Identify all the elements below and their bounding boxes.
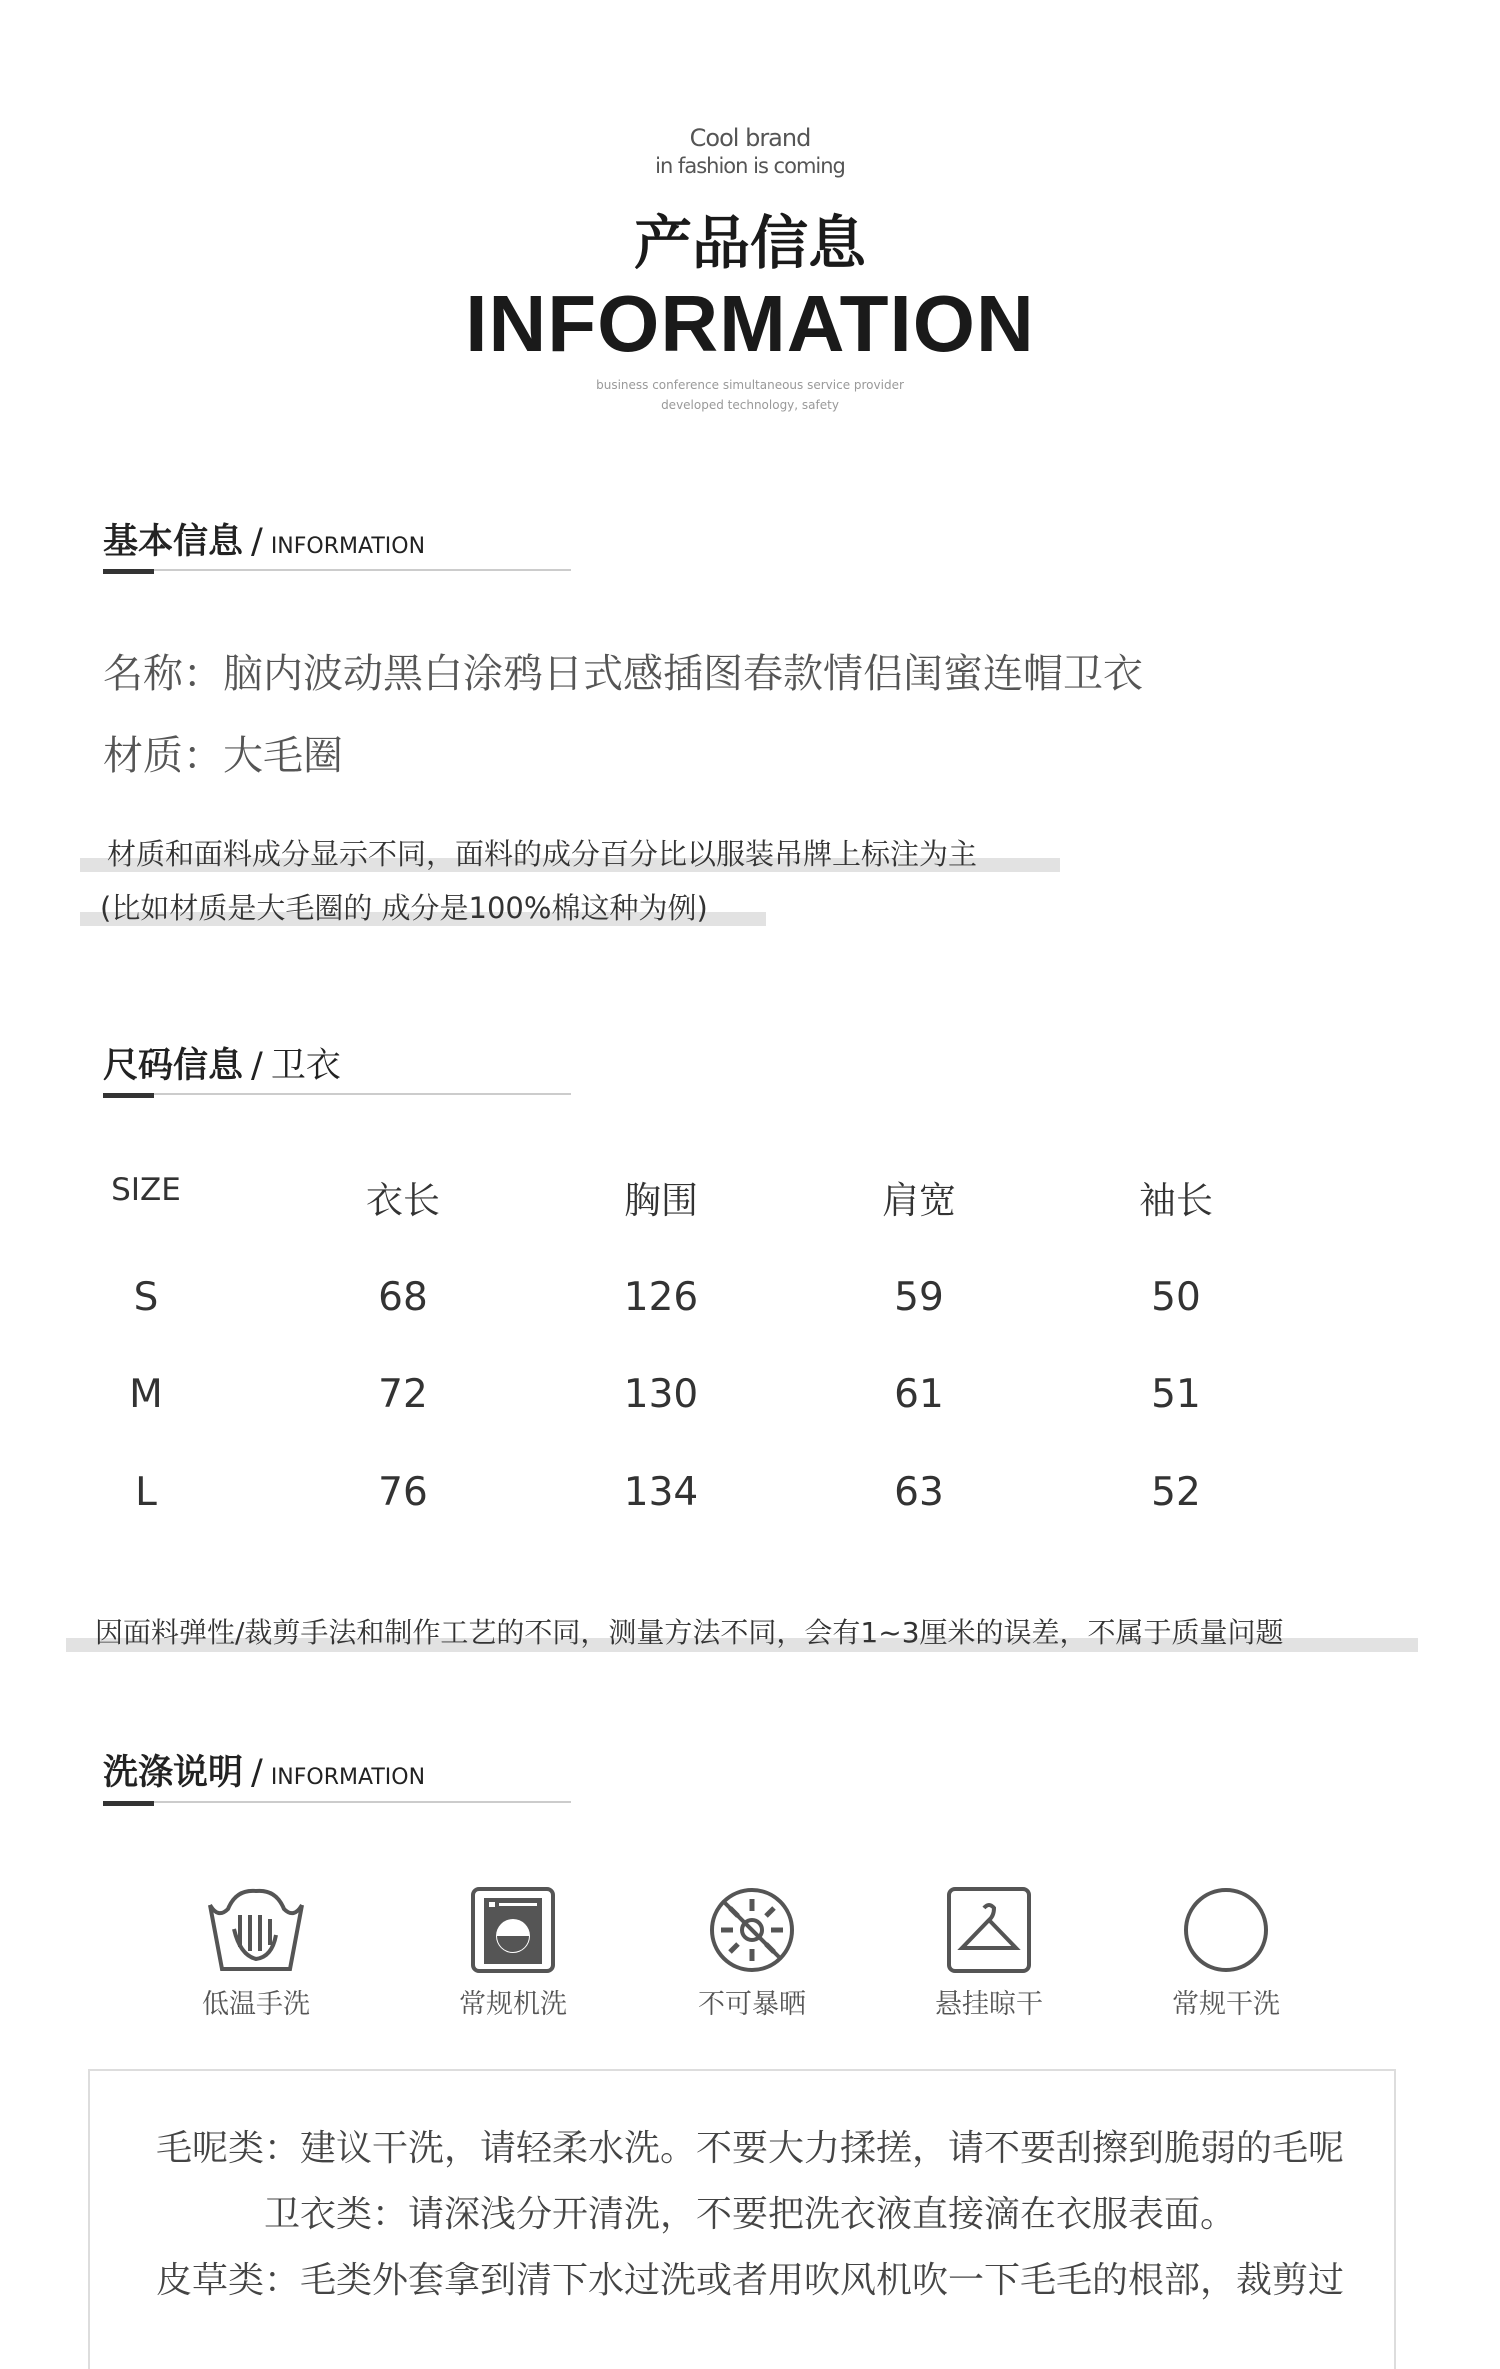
no-sun-icon — [702, 1880, 802, 1980]
table-cell: 61 — [894, 1372, 944, 1417]
table-cell: S — [133, 1275, 159, 1320]
heading-slash: / — [251, 1046, 263, 1086]
heading-sub: 卫衣 — [270, 1046, 341, 1086]
col-header: 肩宽 — [882, 1179, 956, 1222]
divider-accent — [103, 569, 154, 574]
hanger-icon — [939, 1880, 1039, 1980]
subtitle-line-1: business conference simultaneous service provider — [596, 378, 904, 392]
product-name: 名称：脑内波动黑白涂鸦日式感插图春款情侣闺蜜连帽卫衣 — [103, 651, 1143, 697]
wash-line: 皮草类：毛类外套拿到清下水过洗或者用吹风机吹一下毛毛的根部，裁剪过 — [155, 2260, 1344, 2301]
heading-text: 洗涤说明 — [103, 1753, 244, 1793]
col-header: 衣长 — [366, 1179, 440, 1222]
divider-accent — [103, 1801, 154, 1806]
table-cell: 68 — [378, 1275, 428, 1320]
table-cell: 76 — [378, 1470, 428, 1515]
table-cell: 126 — [623, 1275, 699, 1320]
hand-wash-icon — [206, 1880, 306, 1980]
dry-clean-icon — [1176, 1880, 1276, 1980]
table-cell: 134 — [623, 1470, 699, 1515]
table-cell: M — [129, 1372, 163, 1417]
divider-accent — [103, 1093, 154, 1098]
material-note-1: 材质和面料成分显示不同，面料的成分百分比以服装吊牌上标注为主 — [107, 837, 978, 871]
washing-machine-icon — [463, 1880, 563, 1980]
wash-label: 低温手洗 — [202, 1989, 310, 2020]
table-cell: 72 — [378, 1372, 428, 1417]
wash-label: 常规干洗 — [1172, 1989, 1280, 2020]
heading-slash: / — [251, 1753, 263, 1793]
section-heading-size — [103, 1038, 341, 1088]
wash-line: 卫衣类：请深浅分开清洗，不要把洗衣液直接滴在衣服表面。 — [263, 2194, 1236, 2235]
table-cell: 50 — [1151, 1275, 1201, 1320]
product-material: 材质：大毛圈 — [103, 733, 343, 779]
section-heading-wash — [103, 1745, 425, 1795]
divider — [103, 1093, 571, 1095]
col-header: 胸围 — [624, 1179, 698, 1222]
table-cell: 63 — [894, 1470, 944, 1515]
section-heading-basic — [103, 514, 425, 564]
table-cell: 130 — [623, 1372, 699, 1417]
page-title-en: INFORMATION — [465, 279, 1035, 368]
subtitle-line-2: developed technology, safety — [661, 398, 839, 412]
table-cell: L — [135, 1470, 157, 1515]
size-note: 因面料弹性/裁剪手法和制作工艺的不同，测量方法不同，会有1~3厘米的误差，不属于质量问题 — [95, 1616, 1284, 1649]
heading-en: INFORMATION — [270, 1765, 426, 1790]
wash-label: 常规机洗 — [459, 1989, 567, 2020]
heading-slash: / — [251, 522, 263, 562]
brand-line-1: Cool brand — [689, 124, 811, 152]
page-title-cn: 产品信息 — [633, 209, 866, 277]
table-cell: 59 — [894, 1275, 944, 1320]
wash-label: 不可暴晒 — [698, 1989, 806, 2020]
wash-line: 毛呢类：建议干洗，请轻柔水洗。不要大力揉搓，请不要刮擦到脆弱的毛呢 — [155, 2128, 1344, 2169]
brand-line-2: in fashion is coming — [655, 154, 845, 178]
heading-text: 尺码信息 — [103, 1046, 244, 1086]
divider — [103, 1801, 571, 1803]
divider — [103, 569, 571, 571]
table-cell: 52 — [1151, 1470, 1201, 1515]
heading-en: INFORMATION — [270, 534, 426, 559]
col-header: 袖长 — [1139, 1179, 1213, 1222]
table-cell: 51 — [1151, 1372, 1201, 1417]
heading-text: 基本信息 — [103, 522, 244, 562]
col-header: SIZE — [111, 1172, 181, 1208]
wash-label: 悬挂晾干 — [935, 1989, 1043, 2020]
material-note-2: (比如材质是大毛圈的 成分是100%棉这种为例) — [100, 891, 708, 925]
